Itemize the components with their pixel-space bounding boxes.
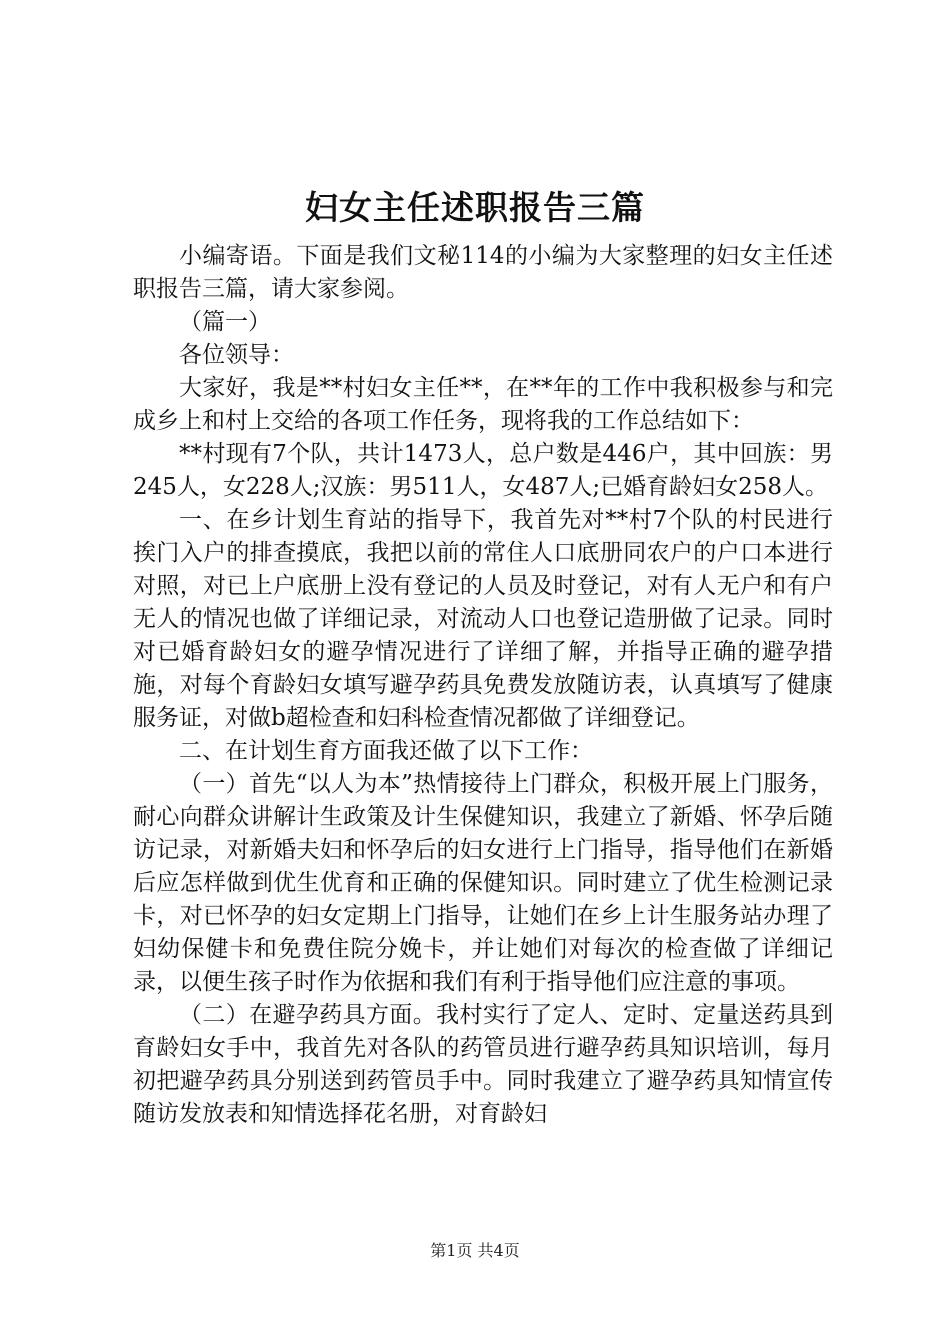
paragraph-section-one: 一、在乡计划生育站的指导下，我首先对**村7个队的村民进行挨门入户的排查摸底，我把以前的常住人口底册同农户的户口本进行对照，对已上户底册上没有登记的人员及时登记，对有人无户和有户无人的情况也做了详细记录，对流动人口也登记造册做了记录。同时对已婚育龄妇女的避孕情况进行了详细了解，并指导正确的避孕措施，对每个育龄妇女填写避孕药具免费发放随访表，认真填写了健康服务证，对做b超检查和妇科检查情况都做了详细登记。: [133, 507, 833, 731]
paragraph-section-two-heading: 二、在计划生育方面我还做了以下工作：: [179, 738, 593, 764]
paragraph-intro: 小编寄语。下面是我们文秘114的小编为大家整理的妇女主任述职报告三篇，请大家参阅。: [133, 243, 833, 302]
paragraph-greeting: 大家好，我是**村妇女主任**，在**年的工作中我积极参与和完成乡上和村上交给的各项工作任务，现将我的工作总结如下：: [133, 375, 833, 434]
page-number-footer: 第1页 共4页: [430, 1241, 520, 1260]
document-body: [133, 240, 833, 1131]
paragraph-salutation: 各位领导：: [179, 342, 294, 368]
paragraph-population: **村现有7个队，共计1473人，总户数是446户，其中回族：男245人，女228人;汉族：男511人，女487人;已婚育龄妇女258人。: [133, 441, 833, 500]
document-title: 妇女主任述职报告三篇: [305, 188, 645, 227]
paragraph-subsection-one: （一）首先“以人为本”热情接待上门群众，积极开展上门服务，耐心向群众讲解计生政策及计生保健知识，我建立了新婚、怀孕后随访记录，对新婚夫妇和怀孕后的妇女进行上门指导，指导他们在新婚后应怎样做到优生优育和正确的保健知识。同时建立了优生检测记录卡，对已怀孕的妇女定期上门指导，让她们在乡上计生服务站办理了妇幼保健卡和免费住院分娩卡，并让她们对每次的检查做了详细记录，以便生孩子时作为依据和我们有利于指导他们应注意的事项。: [133, 771, 833, 995]
paragraph-subsection-two: （二）在避孕药具方面。我村实行了定人、定时、定量送药具到育龄妇女手中，我首先对各队的药管员进行避孕药具知识培训，每月初把避孕药具分别送到药管员手中。同时我建立了避孕药具知情宣传随访发放表和知情选择花名册，对育龄妇: [133, 1002, 833, 1127]
paragraph-part-label: （篇一）: [179, 309, 271, 335]
